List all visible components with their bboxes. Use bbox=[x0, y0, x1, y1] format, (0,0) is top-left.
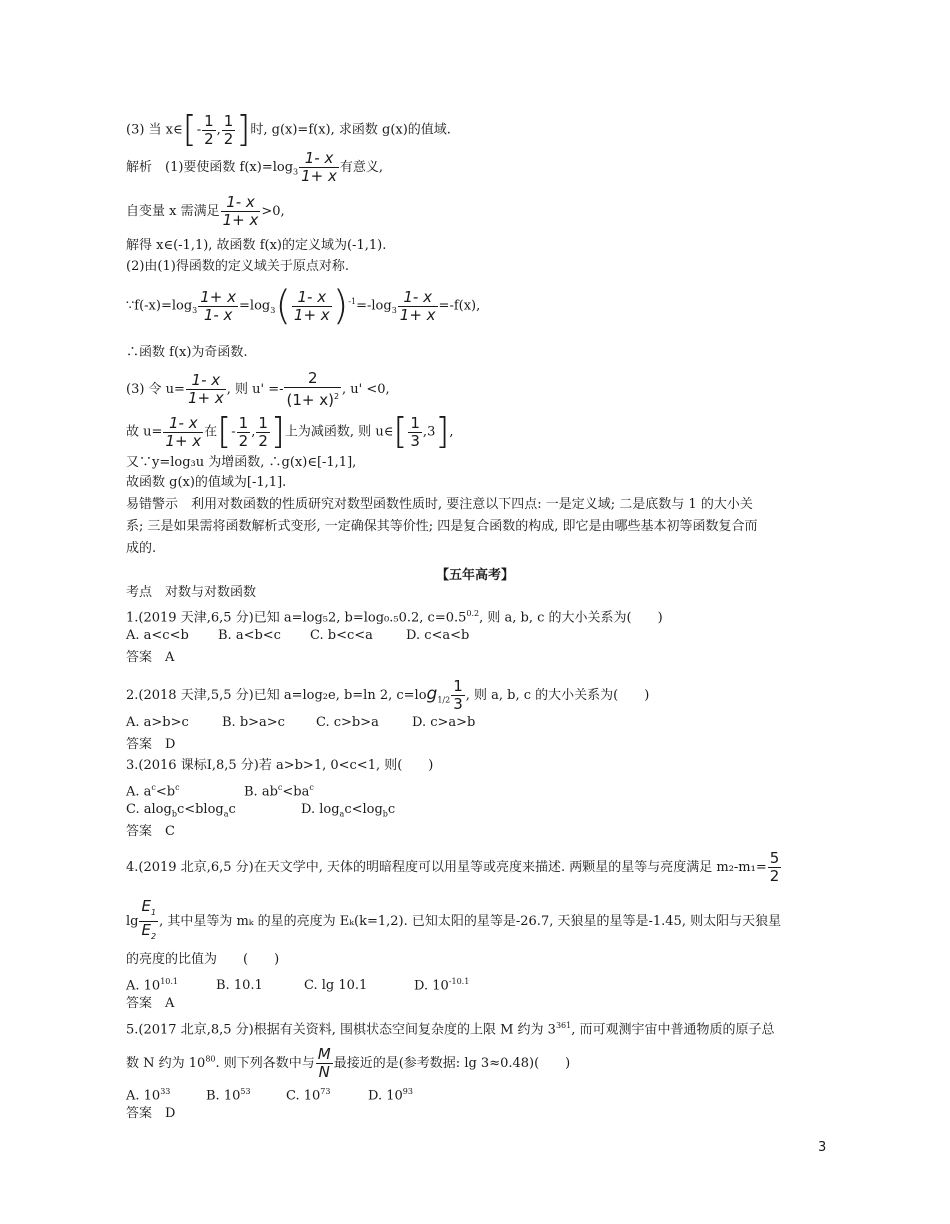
fraction: $\frac{5}{2}$ bbox=[769, 849, 780, 885]
solution-line-2: 自变量 x 需满足 $\frac{1- x}{1+ x}$ >0, bbox=[126, 193, 285, 229]
question-5-options: A. $10^{33}$ B. $10^{53}$ C. $10^{73}$ D. $10^{93}$ bbox=[126, 1087, 413, 1104]
fraction: $\frac{1- x}{1+ x}$ bbox=[187, 371, 224, 407]
right-paren: ) bbox=[332, 283, 349, 329]
solution-line-5: $\because f(-x)=\log_3$ $\frac{1+ x}{1- x}$ $=\log_3$( $\frac{1- x}{1+ x}$ )$^{-1}=-\log_3$ $\frac{1- x}{1+ x}$ =-f(x), bbox=[126, 283, 481, 329]
fraction: $\frac{1}{3}$ bbox=[410, 413, 420, 450]
question-5-line-1: 5.(2017 北京,8,5 分)根据有关资料, 围棋状态空间复杂度的上限 M 约为 $3^{361}$, 而可观测宇宙中普通物质的原子总 bbox=[126, 1021, 775, 1038]
question-4-line-1: 4.(2019 北京,6,5 分)在天文学中, 天体的明暗程度可以用星等或亮度来描述. 两颗星的星等与亮度满足 m₂-m₁= $\frac{5}{2}$ bbox=[126, 849, 780, 885]
fraction: $\frac{1}{2}$ bbox=[223, 111, 234, 148]
question-3-options-ab: A. $a^c<b^c$ B. $ab^c<ba^c$ bbox=[126, 783, 314, 800]
part3-tail: 时, g(x)=f(x), 求函数 g(x)的值域. bbox=[250, 122, 451, 138]
left-bracket: [ bbox=[182, 109, 197, 150]
question-1-answer: 答案 A bbox=[126, 650, 175, 665]
left-paren: ( bbox=[275, 283, 291, 329]
fraction: $\frac{M}{N}$ bbox=[317, 1045, 331, 1081]
question-4-options: A. $10^{10.1}$ B. 10.1 C. lg 10.1 D. $10^{-10.1}$ bbox=[126, 977, 470, 994]
fraction: $\frac{1- x}{1+ x}$ bbox=[165, 413, 202, 450]
warning-line-1: 易错警示 利用对数函数的性质研究对数型函数性质时, 要注意以下四点: 一是定义域; 二是底数与 1 的大小关 bbox=[126, 497, 753, 512]
right-bracket: ] bbox=[435, 411, 450, 452]
question-4-line-2: lg $\frac{E_1}{E_2}$ , 其中星等为 mₖ 的星的亮度为 Eₖ(k=1,2). 已知太阳的星等是-26.7, 天狼星的星等是-1.45, 则太阳与天狼星 bbox=[126, 898, 781, 945]
question-1-options: A. a<c<b B. a<b<c C. b<c<a D. c<a<b bbox=[126, 628, 470, 643]
fraction: $\frac{1- x}{1+ x}$ bbox=[301, 149, 337, 185]
fraction: $\frac{1- x}{1+ x}$ bbox=[399, 287, 436, 324]
question-5-answer: 答案 D bbox=[126, 1106, 176, 1121]
solution-line-4: (2)由(1)得函数的定义域关于原点对称. bbox=[126, 259, 349, 274]
solution-line-9: 又∵y=log₃u 为增函数, ∴g(x)∈[-1,1], bbox=[126, 455, 357, 470]
solution-line-3: 解得 x∈(-1,1), 故函数 f(x)的定义域为(-1,1). bbox=[126, 238, 387, 253]
question-3-stem: 3.(2016 课标Ⅰ,8,5 分)若 a>b>1, 0<c<1, 则( ) bbox=[126, 758, 434, 773]
fraction: $\frac{1}{2}$ bbox=[204, 111, 214, 148]
question-3-options-cd: C. alog$_b$c<blog$_a$c D. $\log_ac<\log_bc$ bbox=[126, 802, 396, 819]
question-4-answer: 答案 A bbox=[126, 996, 175, 1011]
question-2-options: A. a>b>c B. b>a>c C. c>b>a D. c>a>b bbox=[126, 715, 476, 730]
page-number: 3 bbox=[818, 1140, 827, 1155]
fraction: $\frac{1}{3}$ bbox=[453, 677, 463, 713]
left-bracket: [ bbox=[393, 411, 408, 452]
solution-line-7: (3) 令 u= $\frac{1- x}{1+ x}$ , 则 u' =- $\frac{2}{(1+ x)^2}$ , u' <0, bbox=[126, 369, 390, 409]
fraction: $\frac{1- x}{1+ x}$ bbox=[293, 287, 330, 324]
fraction: $\frac{1}{2}$ bbox=[258, 413, 268, 450]
part3-question: (3) 当 x∈[- $\frac{1}{2}$ , $\frac{1}{2}$ ]时, g(x)=f(x), 求函数 g(x)的值域. bbox=[126, 109, 451, 150]
solution-line-1: 解析 (1)要使函数 $f(x)=\log_3$ $\frac{1- x}{1+ x}$ 有意义, bbox=[126, 149, 384, 185]
solution-line-10: 故函数 g(x)的值域为[-1,1]. bbox=[126, 475, 287, 490]
fraction: $\frac{2}{(1+ x)^2}$ bbox=[286, 369, 340, 409]
fraction: $\frac{1+ x}{1- x}$ bbox=[200, 287, 237, 324]
question-3-answer: 答案 C bbox=[126, 824, 175, 839]
question-2-stem: 2.(2018 天津,5,5 分)已知 a=log₂e, b=ln 2, $c=\log_{1/2}$ $\frac{1}{3}$ , 则 a, b, c 的大小关系为( ) bbox=[126, 677, 650, 713]
section-title: 【五年高考】 bbox=[435, 568, 514, 583]
left-bracket: [ bbox=[217, 411, 232, 452]
warning-line-3: 成的. bbox=[126, 541, 157, 556]
question-5-line-2: 数 N 约为 $10^{80}$. 则下列各数中与 $\frac{M}{N}$ 最接近的是(参考数据: lg 3≈0.48)( ) bbox=[126, 1045, 571, 1081]
solution-line-8: 故 u= $\frac{1- x}{1+ x}$ 在[- $\frac{1}{2}$ , $\frac{1}{2}$ ]上为减函数, 则 u∈[ $\frac{1}{3}$ ,3], bbox=[126, 411, 454, 452]
fraction: $\frac{1}{2}$ bbox=[238, 413, 249, 450]
question-4-line-3: 的亮度的比值为 ( ) bbox=[126, 952, 280, 967]
right-bracket: ] bbox=[236, 109, 251, 150]
question-1-stem: 1.(2019 天津,6,5 分)已知 a=log₅2, b=log₀.₅0.2, $c=0.5^{0.2}$, 则 a, b, c 的大小关系为( ) bbox=[126, 609, 663, 626]
solution-line-6: ∴函数 f(x)为奇函数. bbox=[126, 345, 248, 360]
question-2-answer: 答案 D bbox=[126, 737, 176, 752]
right-bracket: ] bbox=[270, 411, 285, 452]
fraction: $\frac{E_1}{E_2}$ bbox=[141, 897, 157, 941]
warning-line-2: 系; 三是如果需将函数解析式变形, 一定确保其等价性; 四是复合函数的构成, 即它是由哪些基本初等函数复合而 bbox=[126, 519, 758, 534]
kaodian-heading: 考点 对数与对数函数 bbox=[126, 585, 257, 600]
part3-lead: (3) 当 x∈ bbox=[126, 122, 183, 138]
fraction: $\frac{1- x}{1+ x}$ bbox=[222, 193, 259, 229]
